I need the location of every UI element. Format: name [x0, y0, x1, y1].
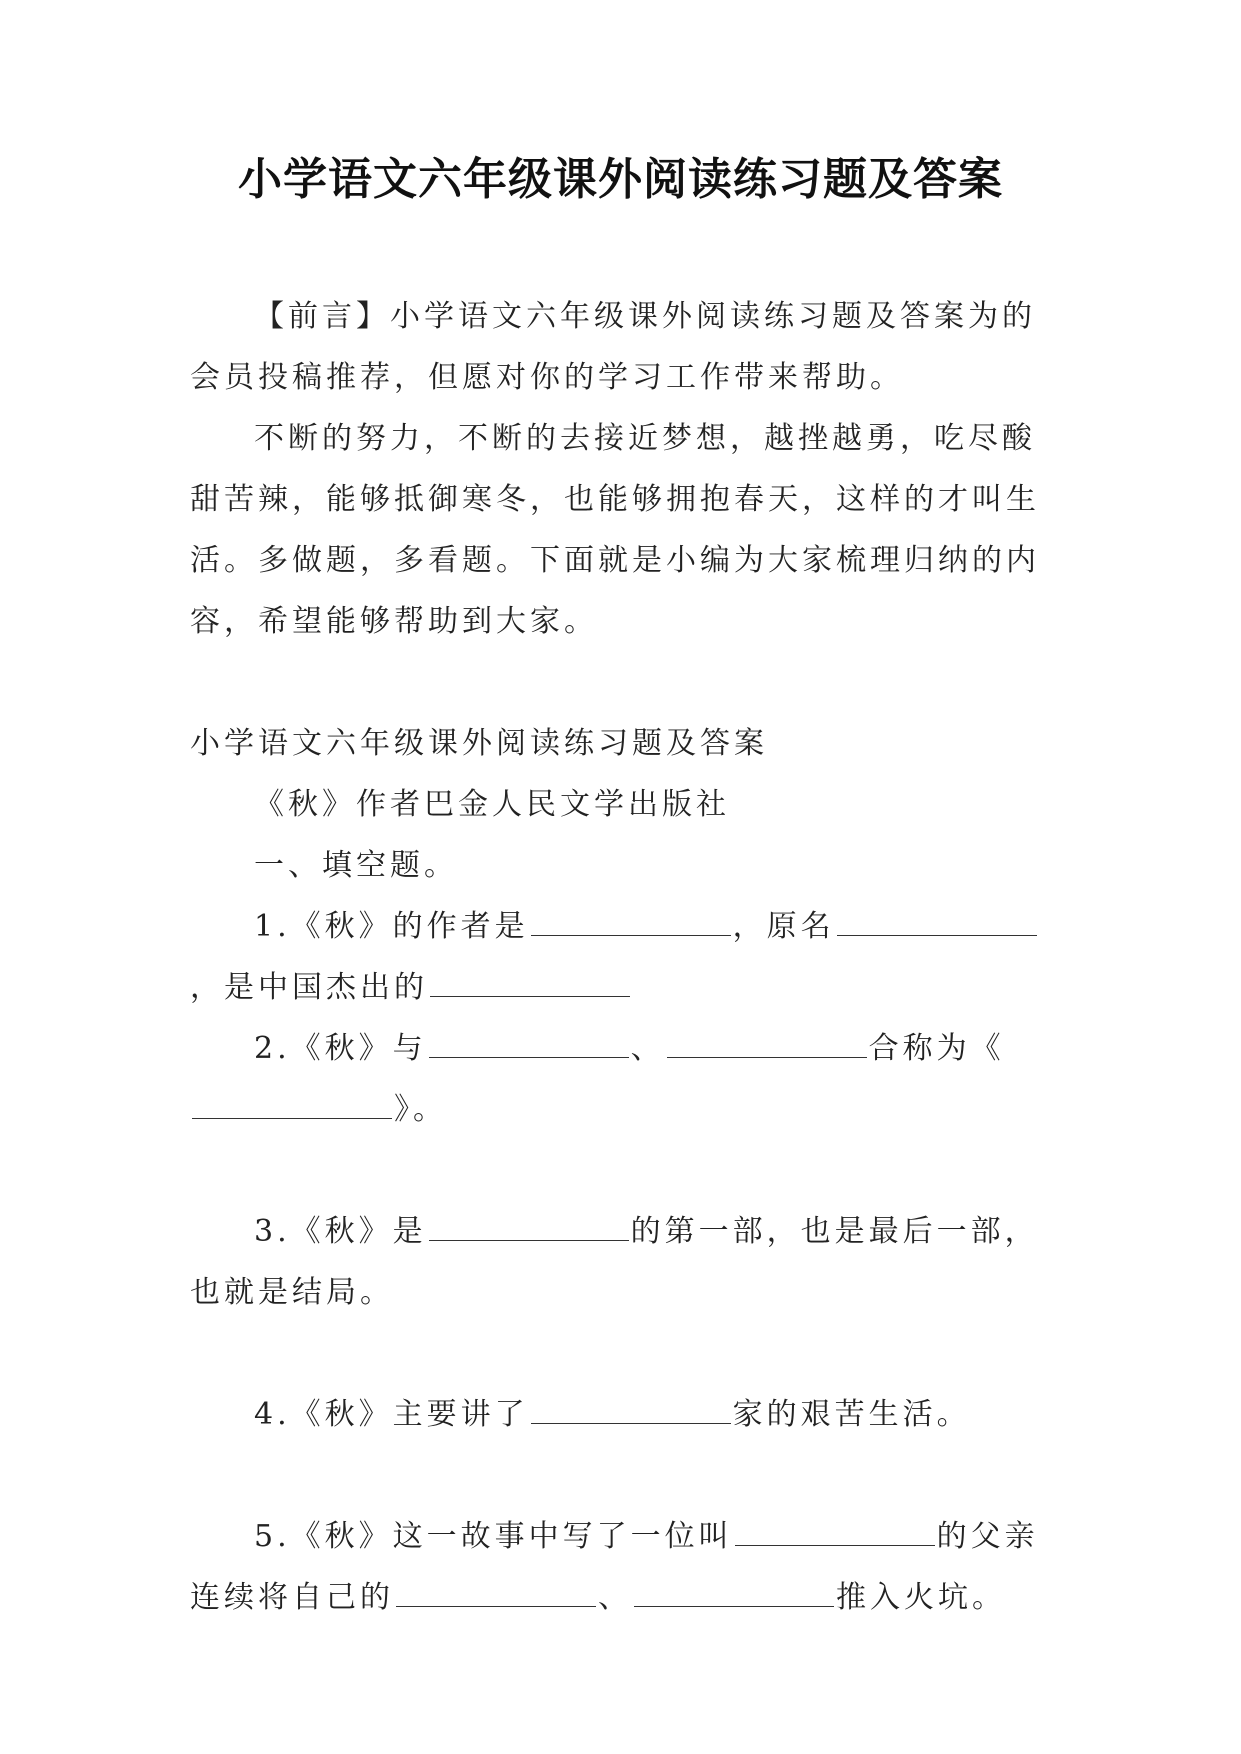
answer-blank[interactable]	[429, 1214, 629, 1241]
answer-blank[interactable]	[430, 970, 630, 997]
spacer	[190, 1140, 1050, 1201]
answer-blank[interactable]	[735, 1519, 935, 1546]
question-1-text-c: ，是中国杰出的	[190, 970, 428, 1005]
spacer	[190, 1445, 1050, 1506]
question-3-text-b: 的第一部，也是最后一部，也就是结局。	[190, 1214, 1039, 1310]
book-info-line: 《秋》作者巴金人民文学出版社	[254, 787, 730, 822]
question-4-text-b: 家的艰苦生活。	[732, 1397, 971, 1432]
question-2	[190, 1018, 1050, 1140]
question-5-text-c: 、	[598, 1580, 632, 1615]
question-2-text-c: 合称为《	[868, 1031, 1005, 1066]
question-5-text-b: 的父亲连续将自己的	[190, 1519, 1039, 1615]
question-5	[190, 1506, 1050, 1628]
question-4-text-a: 4.《秋》主要讲了	[254, 1397, 529, 1432]
section-heading: 小学语文六年级课外阅读练习题及答案	[190, 726, 768, 761]
spacer	[190, 1323, 1050, 1384]
answer-blank[interactable]	[634, 1580, 834, 1607]
question-5-text-d: 推入火坑。	[836, 1580, 1006, 1615]
question-5-text-a: 5.《秋》这一故事中写了一位叫	[254, 1519, 733, 1554]
question-1	[190, 896, 1050, 1018]
document-body	[190, 286, 1050, 1628]
answer-blank[interactable]	[667, 1031, 867, 1058]
question-2-text-a: 2.《秋》与	[254, 1031, 427, 1066]
answer-blank[interactable]	[192, 1092, 392, 1119]
question-4	[190, 1384, 1050, 1445]
answer-blank[interactable]	[531, 1397, 731, 1424]
answer-blank[interactable]	[396, 1580, 596, 1607]
question-3	[190, 1201, 1050, 1323]
answer-blank[interactable]	[837, 909, 1037, 936]
intro-paragraph: 不断的努力，不断的去接近梦想，越挫越勇，吃尽酸甜苦辣，能够抵御寒冬，也能够拥抱春天，这样的才叫生活。多做题，多看题。下面就是小编为大家梳理归纳的内容，希望能够帮助到大家。	[190, 421, 1040, 639]
question-1-text-b: ，原名	[732, 909, 835, 944]
question-2-text-b: 、	[630, 1031, 665, 1066]
question-3-text-a: 3.《秋》是	[254, 1214, 427, 1249]
answer-blank[interactable]	[429, 1031, 629, 1058]
question-1-text-a: 1.《秋》的作者是	[254, 909, 529, 944]
question-2-text-d: 》。	[394, 1092, 447, 1127]
document-title: 小学语文六年级课外阅读练习题及答案	[238, 154, 1003, 205]
answer-blank[interactable]	[531, 909, 731, 936]
part-one-heading: 一、填空题。	[254, 848, 458, 883]
preface-paragraph: 【前言】小学语文六年级课外阅读练习题及答案为的会员投稿推荐，但愿对你的学习工作带来帮助。	[190, 299, 1036, 395]
